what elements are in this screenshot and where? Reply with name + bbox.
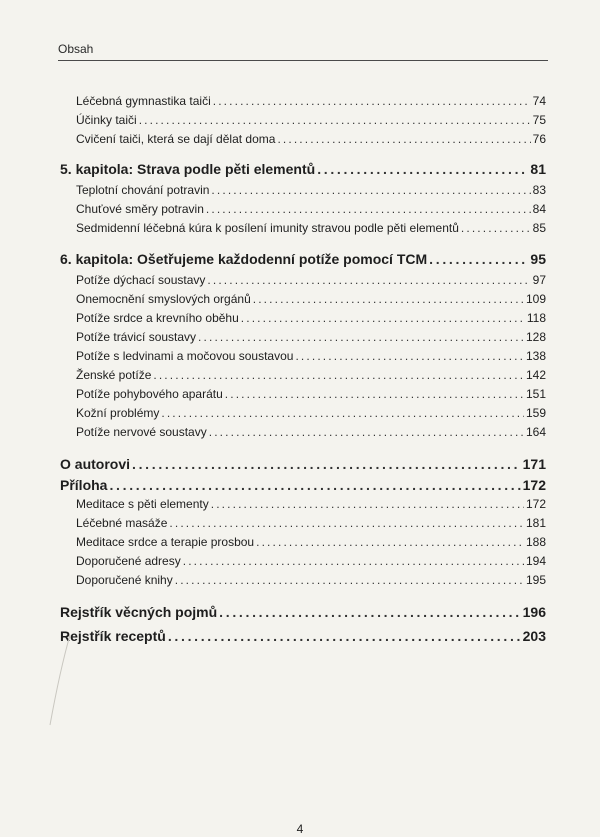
scan-artifact-line: [40, 630, 80, 730]
dot-leader: [198, 330, 524, 344]
toc-entry-title: Teplotní chování potravin: [76, 183, 210, 197]
toc-entry-page: 195: [525, 573, 546, 587]
toc-entry: [76, 535, 546, 549]
dot-leader: [211, 497, 524, 511]
toc-chapter: [60, 456, 546, 472]
toc-entry-title: Léčebné masáže: [76, 516, 168, 530]
toc-entry-page: 76: [532, 132, 546, 146]
toc-entry: [76, 368, 546, 382]
toc-entry-title: Meditace srdce a terapie prosbou: [76, 535, 255, 549]
toc-entry-title: Onemocnění smyslových orgánů: [76, 292, 251, 306]
toc-chapter: [60, 628, 546, 644]
running-header: [58, 40, 548, 61]
dot-leader: [461, 221, 531, 235]
toc-entry: [76, 94, 546, 108]
dot-leader: [132, 456, 521, 472]
toc-chapter-page: 81: [530, 161, 546, 177]
toc-chapter-page: 95: [530, 251, 546, 267]
toc-entry-title: Chuťové směry potravin: [76, 202, 204, 216]
toc-entry-title: Potíže pohybového aparátu: [76, 387, 223, 401]
dot-leader: [209, 425, 524, 439]
toc-entry: [76, 349, 546, 363]
toc-chapter-title: 6. kapitola: Ošetřujeme každodenní potíže pomocí TCM: [60, 251, 428, 267]
dot-leader: [153, 368, 524, 382]
toc-entry: [76, 554, 546, 568]
toc-entry-page: 109: [525, 292, 546, 306]
toc-chapter-page: 196: [522, 604, 546, 620]
toc-chapter-page: 172: [522, 477, 546, 493]
dot-leader: [139, 113, 531, 127]
dot-leader: [175, 573, 524, 587]
toc-chapter-title: Rejstřík věcných pojmů: [60, 604, 218, 620]
dot-leader: [168, 628, 521, 644]
toc-chapter-title: Rejstřík receptů: [60, 628, 166, 644]
toc-entry-title: Doporučené adresy: [76, 554, 181, 568]
toc-entry-page: 151: [525, 387, 546, 401]
dot-leader: [277, 132, 530, 146]
dot-leader: [213, 94, 531, 108]
toc-entry-page: 159: [525, 406, 546, 420]
toc-entry: [76, 497, 546, 511]
toc-entry-page: 75: [532, 113, 546, 127]
toc-entry-title: Potíže srdce a krevního oběhu: [76, 311, 239, 325]
toc-chapter: [60, 477, 546, 493]
toc-entry: [76, 406, 546, 420]
toc-entry-page: 188: [525, 535, 546, 549]
toc-chapter-title: 5. kapitola: Strava podle pěti elementů: [60, 161, 316, 177]
toc-entry-page: 142: [525, 368, 546, 382]
toc-entry: [76, 330, 546, 344]
toc-entry-title: Účinky taiči: [76, 113, 137, 127]
toc-entry: [76, 292, 546, 306]
toc-entry: [76, 311, 546, 325]
toc-entry: [76, 516, 546, 530]
toc-entry-page: 84: [532, 202, 546, 216]
page-number: 4: [296, 822, 304, 836]
dot-leader: [241, 311, 525, 325]
toc-entry-page: 172: [525, 497, 546, 511]
toc-entry-title: Cvičení taiči, která se dají dělat doma: [76, 132, 276, 146]
dot-leader: [169, 516, 524, 530]
toc-entry-page: 85: [532, 221, 546, 235]
toc-entry-page: 118: [526, 311, 546, 325]
dot-leader: [183, 554, 524, 568]
toc-entry-page: 83: [532, 183, 546, 197]
dot-leader: [211, 183, 530, 197]
dot-leader: [429, 251, 528, 267]
toc-entry: [76, 113, 546, 127]
toc-entry: [76, 387, 546, 401]
toc-entry-page: 164: [525, 425, 546, 439]
dot-leader: [317, 161, 528, 177]
header-title: Obsah: [58, 42, 94, 56]
toc-entry-title: Doporučené knihy: [76, 573, 173, 587]
toc-chapter-title: O autorovi: [60, 456, 131, 472]
toc-entry: [76, 273, 546, 287]
toc-entry-title: Léčebná gymnastika taiči: [76, 94, 211, 108]
toc-entry-title: Meditace s pěti elementy: [76, 497, 209, 511]
toc-entry-title: Sedmidenní léčebná kúra k posílení imunity stravou podle pěti elementů: [76, 221, 459, 235]
dot-leader: [161, 406, 524, 420]
toc-chapter-title: Příloha: [60, 477, 108, 493]
toc-chapter: [60, 604, 546, 620]
dot-leader: [253, 292, 524, 306]
toc-entry: [76, 202, 546, 216]
toc-chapter: [60, 251, 546, 267]
toc-entry-page: 181: [525, 516, 546, 530]
toc-entry-title: Potíže trávicí soustavy: [76, 330, 197, 344]
dot-leader: [219, 604, 520, 620]
dot-leader: [109, 477, 520, 493]
toc-chapter-page: 203: [522, 628, 546, 644]
toc-entry: [76, 573, 546, 587]
toc-entry-title: Ženské potíže: [76, 368, 152, 382]
dot-leader: [207, 273, 530, 287]
toc-entry-page: 74: [532, 94, 546, 108]
toc-chapter: [60, 161, 546, 177]
toc-entry-title: Potíže dýchací soustavy: [76, 273, 206, 287]
toc-entry-page: 194: [525, 554, 546, 568]
toc-chapter-page: 171: [522, 456, 546, 472]
toc-entry-title: Potíže s ledvinami a močovou soustavou: [76, 349, 294, 363]
toc-entry: [76, 132, 546, 146]
toc-entry-page: 128: [525, 330, 546, 344]
toc-entry: [76, 425, 546, 439]
dot-leader: [206, 202, 531, 216]
toc-entry-page: 97: [532, 273, 546, 287]
dot-leader: [295, 349, 524, 363]
dot-leader: [225, 387, 524, 401]
toc-entry-title: Potíže nervové soustavy: [76, 425, 207, 439]
dot-leader: [256, 535, 524, 549]
toc-entry-page: 138: [525, 349, 546, 363]
toc-entry: [76, 221, 546, 235]
toc-entry-title: Kožní problémy: [76, 406, 160, 420]
toc-entry: [76, 183, 546, 197]
